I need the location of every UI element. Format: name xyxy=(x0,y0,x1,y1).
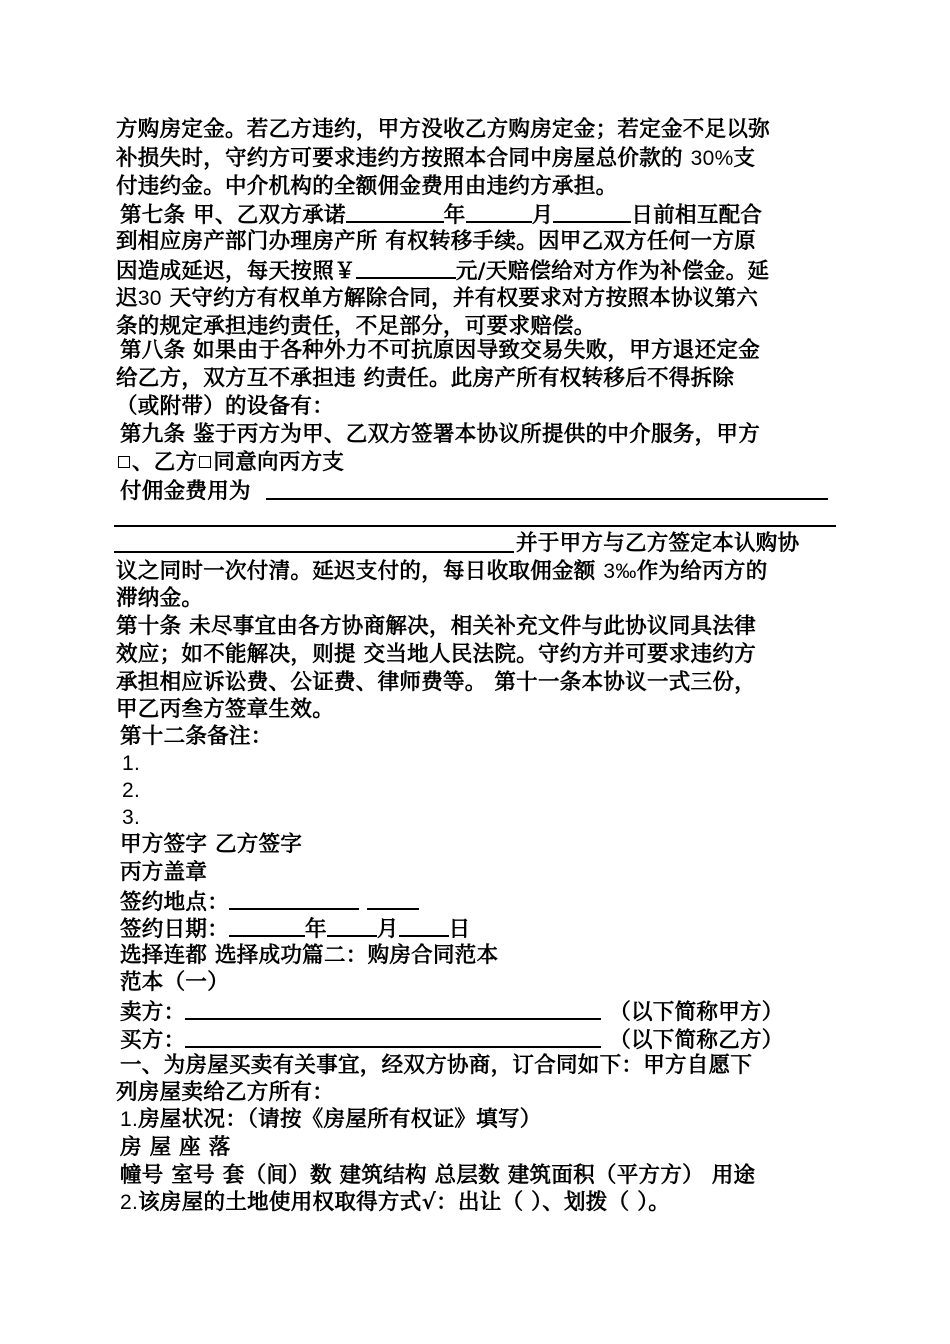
table-header-line: 幢号 室号 套（间）数 建筑结构 总层数 建筑面积（平方方） 用途 xyxy=(120,1163,756,1188)
seller-blank[interactable] xyxy=(185,996,601,1020)
text-line: 承担相应诉讼费、公证费、律师费等。 第十一条本协议一式三份， xyxy=(116,670,756,695)
text-line: 条的规定承担违约责任，不足部分，可要求赔偿。 xyxy=(116,314,596,339)
text-line: 、乙方 同意向丙方支 xyxy=(116,448,344,478)
note-item: 3. xyxy=(122,806,141,829)
article-10-line: 第十条 未尽事宜由各方协商解决，相关补充文件与此协议同具法律 xyxy=(116,614,756,639)
seller-line: 卖方： （以下简称甲方） xyxy=(120,996,784,1026)
article-7-line: 第七条 甲、乙双方承诺 年 月 日前相互配合 xyxy=(120,199,762,229)
year-blank[interactable] xyxy=(346,199,444,223)
year-blank[interactable] xyxy=(229,913,305,937)
text-line: 列房屋卖给乙方所有： xyxy=(116,1080,335,1105)
text-line: 方购房定金。若乙方违约，甲方没收乙方购房定金；若定金不足以弥 xyxy=(116,117,771,142)
text-line: 付违约金。中介机构的全额佣金费用由违约方承担。 xyxy=(116,174,618,199)
text-line: 甲乙丙叁方签章生效。 xyxy=(116,697,335,722)
text-line: 补损失时，守约方可要求违约方按照本合同中房屋总价款的 30%支 xyxy=(116,146,756,171)
signature-line: 甲方签字 乙方签字 xyxy=(120,832,303,857)
text-line: 一、为房屋买卖有关事宜，经双方协商，订合同如下：甲方自愿下 xyxy=(120,1053,753,1078)
month-blank[interactable] xyxy=(466,199,532,223)
text-line: 迟30 天守约方有权单方解除合同，并有权要求对方按照本协议第六 xyxy=(116,286,759,311)
article-12-line: 第十二条备注： xyxy=(120,724,273,749)
section-heading: 选择连都 选择成功篇二：购房合同范本 xyxy=(120,943,499,968)
amount-blank[interactable] xyxy=(356,255,456,279)
note-item: 2. xyxy=(122,779,141,802)
article-9-line: 第九条 鉴于丙方为甲、乙双方签署本协议所提供的中介服务，甲方 xyxy=(120,422,760,447)
commission-blank[interactable] xyxy=(114,551,514,553)
note-item: 1. xyxy=(122,752,141,775)
text-line: 并于甲方与乙方签定本认购协 xyxy=(516,531,800,556)
text-line: 房 屋 座 落 xyxy=(120,1135,231,1160)
commission-blank[interactable] xyxy=(114,525,836,527)
text-line: （或附带）的设备有： xyxy=(116,394,335,419)
seal-line: 丙方盖章 xyxy=(120,860,208,885)
text-line: 到相应房产部门办理房产所 有权转移手续。因甲乙双方任何一方原 xyxy=(116,229,756,254)
month-blank[interactable] xyxy=(327,913,377,937)
text-line: 因造成延迟，每天按照￥ 元/天赔偿给对方作为补偿金。延 xyxy=(116,255,769,285)
place-blank[interactable] xyxy=(229,886,359,910)
commission-blank[interactable] xyxy=(266,498,828,500)
buyer-blank[interactable] xyxy=(185,1024,601,1048)
day-blank[interactable] xyxy=(399,913,449,937)
sign-place-line: 签约地点： xyxy=(120,886,419,916)
day-blank[interactable] xyxy=(553,199,631,223)
place-blank[interactable] xyxy=(367,886,419,910)
buyer-line: 买方： （以下简称乙方） xyxy=(120,1024,784,1054)
text-line: 1.房屋状况：（请按《房屋所有权证》填写） xyxy=(120,1107,542,1132)
text-line: 给乙方，双方互不承担违 约责任。此房产所有权转移后不得拆除 xyxy=(116,366,735,391)
text-line: 滞纳金。 xyxy=(116,586,204,611)
text-line: 2.该房屋的土地使用权取得方式√：出让（ ）、划拨（ ）。 xyxy=(120,1190,671,1215)
text-line: 议之同时一次付清。延迟支付的，每日收取佣金额 3‰作为给丙方的 xyxy=(116,559,768,584)
checkbox-icon[interactable] xyxy=(118,456,130,468)
checkbox-icon[interactable] xyxy=(199,456,211,468)
sign-date-line: 签约日期： 年 月 日 xyxy=(120,913,470,943)
section-heading: 范本（一） xyxy=(120,970,230,995)
article-8-line: 第八条 如果由于各种外力不可抗原因导致交易失败，甲方退还定金 xyxy=(120,338,760,363)
text-line: 付佣金费用为 xyxy=(120,479,251,504)
text-line: 效应；如不能解决，则提 交当地人民法院。守约方并可要求违约方 xyxy=(116,642,756,667)
